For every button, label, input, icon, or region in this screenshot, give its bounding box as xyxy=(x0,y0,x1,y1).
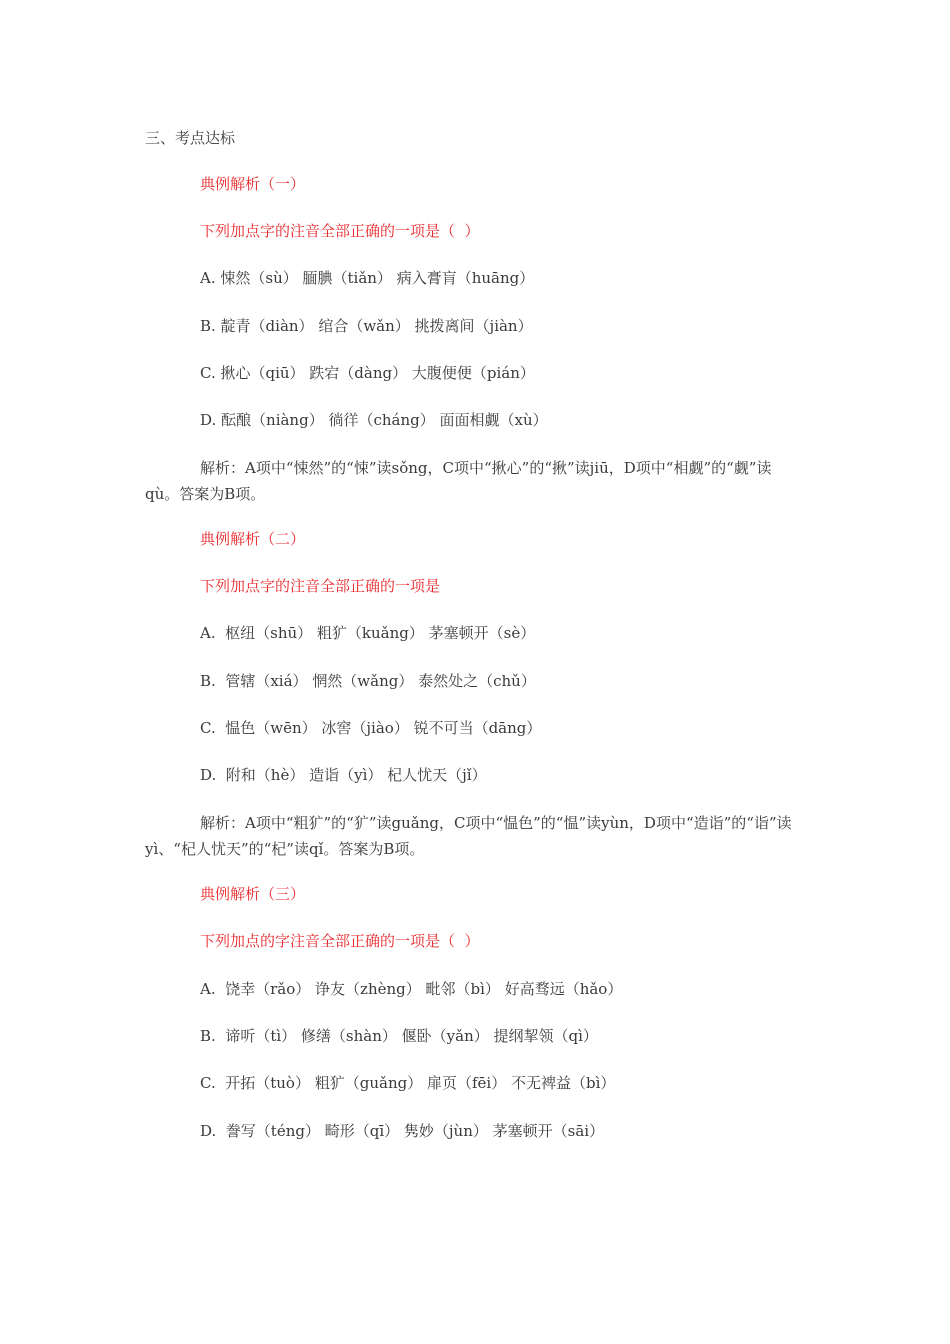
example-1-question: 下列加点字的注音全部正确的一项是（ ） xyxy=(200,222,480,240)
example-2-option-c: C. 愠色（wēn） 冰窖（jiào） 锐不可当（dāng） xyxy=(200,719,542,737)
example-2-option-a: A. 枢纽（shū） 粗犷（kuǎng） 茅塞顿开（sè） xyxy=(200,624,536,642)
example-1-option-a: A. 悚然（sù） 腼腆（tiǎn） 病入膏肓（huāng） xyxy=(200,269,535,287)
section-title: 三、考点达标 xyxy=(145,129,236,147)
example-3-heading: 典例解析（三） xyxy=(200,885,306,903)
example-1-option-c: C. 揪心（qiū） 跌宕（dàng） 大腹便便（pián） xyxy=(200,364,535,382)
example-1-option-d: D. 酝酿（niàng） 徜徉（cháng） 面面相觑（xù） xyxy=(200,411,548,429)
example-2-option-d: D. 附和（hè） 造诣（yì） 杞人忧天（jǐ） xyxy=(200,766,487,784)
example-1-option-b: B. 靛青（diàn） 绾合（wǎn） 挑拨离间（jiàn） xyxy=(200,317,533,335)
example-3-option-a: A. 饶幸（rǎo） 诤友（zhèng） 毗邻（bì） 好高骛远（hǎo） xyxy=(200,980,623,998)
example-3-option-b: B. 谛听（tì） 修缮（shàn） 偃卧（yǎn） 提纲挈领（qì） xyxy=(200,1027,598,1045)
example-3-option-c: C. 开拓（tuò） 粗犷（guǎng） 扉页（fēi） 不无裨益（bì） xyxy=(200,1074,616,1092)
example-2-analysis: 解析：A项中“粗犷”的“犷”读guǎng，C项中“愠色”的“愠”读yùn，D项中“造诣”的“诣”读yì、“杞人忧天”的“杞”读qǐ。答案为B项。 xyxy=(145,814,792,858)
example-1-analysis: 解析：A项中“悚然”的“悚”读sǒng，C项中“揪心”的“揪”读jiū，D项中“相觑”的“觑”读qù。答案为B项。 xyxy=(145,459,772,503)
example-2-option-b: B. 管辖（xiá） 惘然（wǎng） 泰然处之（chǔ） xyxy=(200,672,536,690)
example-3-question: 下列加点的字注音全部正确的一项是（ ） xyxy=(200,932,480,950)
example-2-question: 下列加点字的注音全部正确的一项是 xyxy=(200,577,441,595)
example-2-heading: 典例解析（二） xyxy=(200,530,306,548)
example-3-option-d: D. 誊写（téng） 畸形（qī） 隽妙（jùn） 茅塞顿开（sāi） xyxy=(200,1122,605,1140)
example-1-heading: 典例解析（一） xyxy=(200,175,306,193)
